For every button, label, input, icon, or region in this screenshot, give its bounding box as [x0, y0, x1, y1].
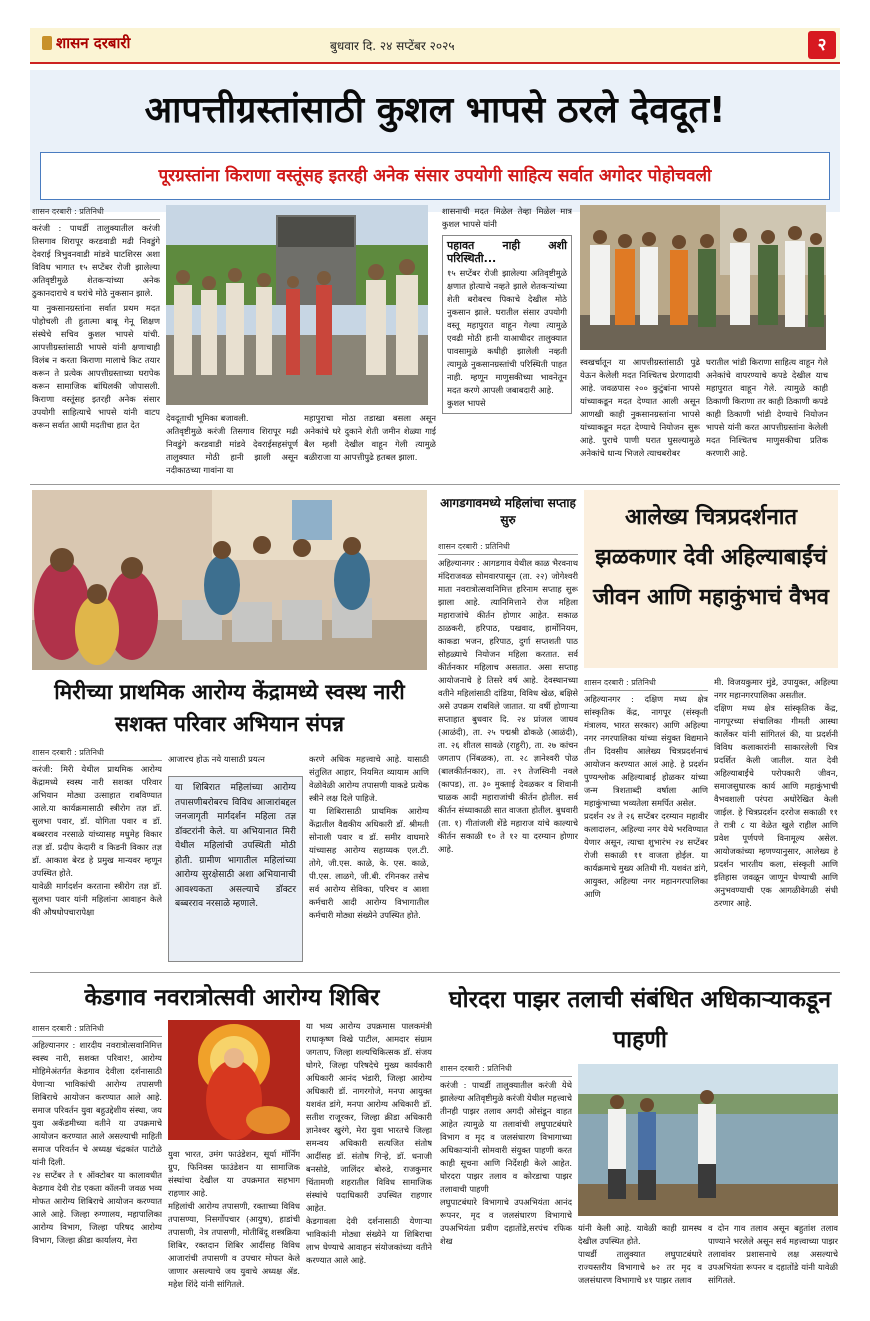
- kedgaon-column-2: [168, 1148, 300, 1304]
- goddess-image: [168, 1020, 300, 1140]
- paragraph: प्रदर्शन २४ ते २६ सप्टेंबर दरम्यान महावीर कलादालन, अहिल्या नगर येथे भरविण्यात येणार असून, त्याचा शुभारंभ २४ सप्टेंबर रोजी सकाळी ११ वाजता होईल. या कार्यक्रमाचे मुख्य अतिथी मी. यशवंत डांगे, आयुक्त, अहिल्या नगर महानगरपालिका आणि: [584, 811, 708, 899]
- ghordara-column-2: [578, 1222, 702, 1304]
- lead-column-2: [166, 412, 298, 474]
- health-camp-highlight-box: या शिबिरात महिलांच्या आरोग्य तपासणीबरोबरच विविध आजारांबद्दल जनजागृती मार्गदर्शन महिला तज्ञ डॉक्टरांनी केले. या अभियानात मिरी येथील महिलांची उपस्थिती मोठी होती. ग्रामीण भागातील महिलांच्या आरोग्य सुरक्षेसाठी अशा अभियानाची आवश्यकता असल्याचे डॉक्टर बब्बरराव नरसाळे म्हणाले.: [168, 776, 303, 962]
- lead-story-header: [30, 70, 840, 212]
- page-number: २: [808, 31, 836, 59]
- lead-column-1: [32, 205, 160, 475]
- byline: शासन दरबारी : प्रतिनिधी: [32, 205, 160, 220]
- paragraph: अहिल्यानगर : आगडगाव येथील काळ भैरवनाथ मंदिराजवळ सोमवारपासून (ता. २२) जोगेश्वरी माता नवरात्रोत्सवानिमित्त हरिनाम सप्ताह सुरू झाला आहे. त्यानिमित्ताने रोज महिला महाराजांचे कीर्तन होणार आहेत. सकाळ ठाळकरी, हरिपाठ, पखवाद, हार्मोनियम, काकडा भजन, हरिपाठ, दुर्गा सप्तशती पाठ सोहळ्याचे नियोजन महिला करतात. सर्व कीर्तनकार महिलाच असतात. असा सप्ताह आयोजनाचे हे तिसरे वर्ष आहे. देवस्थानच्या वतीने महिलांसाठी दांडिया, विविध खेळ, बक्षिसे असे उपक्रम राबविले जातात. या वर्षी होणाऱ्या सप्ताहात बुधवार दि. २४ प्रांजल जाधव (आळंदी), ता. २५ पद्मश्री ढोकळे (आळंदी), ता. २६ शीतल सावळे (राहुरी), ता. २७ कांचन जगताप (निंबळक), ता. २८ ज्ञानेश्वरी पोळ (बालकीर्तनकार), ता. २९ तेजस्विनी नवले (कापड), ता. ३० मुक्ताई देवळकर व शिवानी चाळक आदी महाराजांची कीर्तन होतील. सर्व कीर्तन संध्याकाळी सात वाजता होतील. बुधवारी (ता. १) गीतांजली शेंडे महाराज यांचे काल्याचे कीर्तन सकाळी १० ते १२ या दरम्यान होणार आहे.: [438, 558, 578, 854]
- paragraph: यांनी केली आहे. यावेळी काही ग्रामस्थ देखील उपस्थित होते.: [578, 1223, 702, 1246]
- lead-column-3: [304, 412, 436, 474]
- paragraph: देवदूताची भूमिका बजावली.: [166, 413, 249, 423]
- paragraph: पाथर्डी तालुक्यात लघुपाटबंधारे राज्यस्तरीय विभागाचे ७२ तर मृद व जलसंधारण विभागाचे ४१ पाझर तलाव: [578, 1249, 702, 1285]
- lead-headline: आपत्तीग्रस्तांसाठी कुशल भापसे ठरले देवदूत!: [144, 90, 726, 131]
- ghordara-column-1: [440, 1062, 572, 1304]
- lead-subheadline: पूरग्रस्तांना किराणा वस्तूंसह इतरही अनेक संसार उपयोगी साहित्य सर्वात अगोदर पोहोचवली: [40, 152, 830, 200]
- paragraph: युवा भारत, उमंग फाउंडेशन, सूर्या मॉर्निंग ग्रुप, फिनिक्स फाउंडेशन या सामाजिक संस्थांचा देखील या उपक्रमात सहभाग राहणार आहे.: [168, 1149, 300, 1198]
- paragraph: शासनाची मदत मिळेल तेव्हा मिळेल मात्र कुशल भापसे यांनी: [442, 206, 572, 229]
- paragraph: घरातील भांडी किराणा साहित्य वाहून गेले अनेकांचे वापरण्याचे कपडे देखील याच महापुरात वाहून गेले. त्यामुळे काही ठिकाणी किराणा तर काही ठिकाणी कपडे काही ठिकाणी भांडी देण्याचे नियोजन भापसे यांनी करत आपत्तीग्रस्तांना केलेली मदत निश्चितच माणुसकीचा प्रतिक करणारी आहे.: [706, 357, 828, 458]
- health-camp-column-1: [32, 746, 162, 966]
- paragraph: करणे अधिक महत्त्वाचे आहे. यासाठी संतुलित आहार, नियमित व्यायाम आणि वेळोवेळी आरोग्य तपासणी याकडे प्रत्येक स्त्रीने लक्ष दिले पाहिजे.: [309, 754, 429, 803]
- health-camp-column-2-top: आजारच होऊ नये यासाठी प्रयत्न: [168, 754, 265, 764]
- health-camp-column-3: [309, 753, 429, 965]
- byline: शासन दरबारी : प्रतिनिधी: [32, 1022, 162, 1037]
- byline: शासन दरबारी : प्रतिनिधी: [584, 676, 708, 691]
- paragraph: महापुराचा मोठा तडाखा बसला असून अनेकांचे घरे दुकाने शेती जमीन शेळ्या गाई बैल म्हशी देखील वाहून गेली त्यामुळे बळीराजा या आपत्तीपुढे हतबल झाला.: [304, 413, 436, 462]
- emblem-icon: [42, 36, 52, 50]
- paragraph: व दोन गाव तलाव असून बहुतांश तलाव पाण्याने भरलेले असून सर्व महत्त्वाच्या पाझर तलावांवर प्रशासनाचे लक्ष असल्याचे उपअभियंता रूपनर व दहातोंडे यांनी यावेळी सांगितले.: [708, 1223, 838, 1285]
- paragraph: या नुकसानग्रस्तांना सर्वात प्रथम मदत पोहोचली ती हुतात्मा बाबू गेनू शिक्षण संस्थेचे सचिव कुशल भापसे यांची. आपत्तीग्रस्तांसाठी भापसे यांनी क्षणाचाही विलंब न करता किराणा मालाचे किट तयार करून ते प्रत्येक आपत्तीग्रस्ताच्या घरापेक करून सामाजिक बांधिलकी जोपासली. किराणा वस्तूंसह इतरही अनेक संसार उपयोगी साहित्याचे भापसे यांनी वाटप करून सर्वात आधी मदतीचा हात देत: [32, 303, 160, 430]
- paragraph: अहिल्यानगर : दक्षिण मध्य क्षेत्र सांस्कृतिक केंद्र, नागपूर (संस्कृती मंत्रालय, भारत सरकार) आणि अहिल्या नगर नगरपालिका यांच्या संयुक्त विद्यमाने तीन दिवसीय आलेख्य चित्रप्रदर्शनाचं आयोजन करण्यात आलं आहे. हे प्रदर्शन पुण्यश्लोक अहिल्याबाई होळकर यांच्या जन्म त्रिशताब्दी वर्षाला आणि महाकुंभाच्या भव्यतेला समर्पित असेल.: [584, 694, 708, 808]
- paragraph: दक्षिण मध्य क्षेत्र सांस्कृतिक केंद्र, नागपूरच्या संचालिका गीमती आस्था कार्लेकर यांनी सांगितलं की, या प्रदर्शनी विविध कलाकारांनी साकारलेली चित्र प्रदर्शित केली जातील. यात देवी अहिल्याबाईंचे परोपकारी जीवन, समाजसुधारक कार्य आणि महाकुंभाची वैभवशाली परंपरा अधोरेखित केली जाईल. हे चित्रप्रदर्शन दररोज सकाळी ११ ते रात्री ८ या वेळेत खुले राहील आणि प्रवेश पूर्णपणे विनामूल्य असेल. आयोजकांच्या म्हणण्यानुसार, आलेख्य हे प्रदर्शन भारतीय कला, संस्कृती आणि इतिहास जवळून जाणून घेण्याची आणि अनुभवण्याची एक आगळीवेगळी संधी ठरणार आहे.: [714, 703, 838, 908]
- issue-date: बुधवार दि. २४ सप्टेंबर २०२५: [330, 39, 455, 53]
- paragraph: स्वखर्चातून या आपत्तीग्रस्तांसाठी पुढे येऊन केलेली मदत निश्चितच प्रेरणादायी आहे. जवळपास २०० कुटुंबांना भापसे यांच्याकडून मदत देण्यात आली असून आणखी काही नुकसानग्रस्तांना भापसे यांच्याकडून मदत देण्याचे नियोजन सुरू आहे. पुराचे पाणी घरात घुसल्यामुळे अनेकांचे धान्य भिजले त्याचबरोबर: [580, 357, 700, 458]
- exhibition-column-1: [584, 676, 708, 966]
- lead-column-5: [580, 356, 700, 476]
- exhibition-header: [584, 490, 838, 668]
- lead-column-6: [706, 356, 828, 476]
- volunteers-group-photo: [580, 205, 826, 350]
- newspaper-logo: शासन दरबारी: [38, 33, 130, 53]
- paragraph: लघुपाटबंधारे विभागाचे उपअभियंता आनंद रूपनर, मृद व जलसंधारण विभागाचे उपअभियंता प्रवीण दहातोंडे,सरपंच रफिक शेख: [440, 1197, 572, 1246]
- health-camp-photo: [32, 490, 427, 670]
- quote-title: पहावत नाही अशी परिस्थिती...: [447, 239, 567, 265]
- paragraph: महिलांची आरोग्य तपासणी, रक्ताच्या विविध तपासण्या, निसर्गोपचार (आयुष), हाडांची तपासणी, नेत्र तपासणी, मोतीबिंदू शस्त्रक्रिया शिबिर, रक्तदान शिबिर आदींसह विविध आजारांची तपासणी व उपचार मोफत केले जाणार असल्याचे जय युवाचे अध्यक्ष ॲड. महेश शिंदे यांनी सांगितले.: [168, 1201, 300, 1289]
- paragraph: केडगावला देवी दर्शनासाठी येणाऱ्या भाविकांनी मोठ्या संख्येने या शिबिराचा लाभ घेण्याचे आवाहन संयोजकांच्या वतीने करण्यात आले आहे.: [306, 1216, 432, 1265]
- paragraph: करंजी : पाथर्डी तालुक्यातील करंजी येथे झालेल्या अतिवृष्टीमुळे करंजी येथील महत्त्वाचे तीनही पाझर तलाव अगदी ओसंडून वाहत आहेत त्यामुळे या तलावांची लघुपाटबंधारे विभाग व मृद व जलसंधारण विभागाच्या अधिकाऱ्यांनी सोमवारी संयुक्त पाहणी करत काही सूचना आणि निर्देशही केले आहेत. घोरदरा पाझर तलाव व कोरडाचा पाझर तलावाची पाहणी: [440, 1080, 572, 1194]
- lake-inspection-photo: [578, 1064, 838, 1216]
- exhibition-column-2: [714, 676, 838, 966]
- health-camp-headline: मिरीच्या प्राथमिक आरोग्य केंद्रामध्ये स्वस्थ नारी सशक्त परिवार अभियान संपन्न: [54, 680, 405, 736]
- lead-column-4: [442, 205, 572, 475]
- paragraph: मी. विजयकुमार मुंडे, उपायुक्त, अहिल्या नगर महानगरपालिका असतील.: [714, 677, 838, 700]
- saptah-column: [438, 540, 578, 966]
- quote-signature: कुशल भापसे: [447, 398, 486, 408]
- paragraph: अतिवृष्टीमुळे करंजी तिसगाव शिरापूर मढी निवडुंगे करडवाडी मांडवे देवराईसहसंपूर्ण तालुक्यात मोठी हानी झाली असून नदीकाठच्या गावांना या: [166, 426, 298, 474]
- quote-box: [442, 235, 572, 414]
- exhibition-headline: आलेख्य चित्रप्रदर्शनात झळकणार देवी अहिल्याबाईंचं जीवन आणि महाकुंभाचं वैभव: [592, 505, 830, 610]
- kedgaon-column-3: [306, 1020, 432, 1304]
- divider: [30, 972, 840, 973]
- paragraph: अहिल्यानगर : शारदीय नवरात्रोत्सवानिमित्त स्वस्थ नारी, सशक्त परिवार!, आरोग्य मोहिमेअंतर्गत केडगाव देवीला दर्शनासाठी येणाऱ्या भाविकांची आरोग्य तपासणी शिबिराचे आयोजन करण्यात आले आहे. समाज परिवर्तन युवा बहुउद्देशीय संस्था, जय युवा अकॅडमीच्या वतीने या उपक्रमाचे आयोजन करण्यात आले असल्याची माहिती समाज परिवर्तन चे अध्यक्ष चंद्रकांत पाटोळे यांनी दिली.: [32, 1040, 162, 1167]
- quote-body: १५ सप्टेंबर रोजी झालेल्या अतिवृष्टीमुळे क्षणात होत्याचे नव्हते झाले शेतकऱ्यांच्या शेती बरोबरच पिकाचे देखील मोठे नुकसान झाले. घरातील संसार उपयोगी वस्तू महापुरात वाहून गेल्या त्यामुळे एवढी मोठी हानी याआधीदर तालुक्यात पावसामुळे कधीही झालेली नव्हती त्यामुळे नुकसानग्रस्तांची परिस्थिती पाहत नाही. म्हणून माणुसकीच्या भावनेतून मदत करणे आपली जबाबदारी आहे.: [447, 268, 567, 395]
- paragraph: यावेळी मार्गदर्शन करताना स्त्रीरोग तज्ञ डॉ. सुलभा पवार यांनी महिलांना आवाहन केले की औषधोपचारापेक्षा: [32, 881, 162, 917]
- byline: शासन दरबारी : प्रतिनिधी: [438, 540, 578, 555]
- ghordara-headline: घोरदरा पाझर तलाची संबंधित अधिकाऱ्याकडून पाहणी: [449, 987, 831, 1053]
- kedgaon-column-1: [32, 1022, 162, 1304]
- paragraph: या शिबिरासाठी प्राथमिक आरोग्य केंद्रातील वैद्यकीय अधिकारी डॉ. श्रीमती सोनाली पवार व डॉ. समीर वाघमारे यांच्यासह आरोग्य सहाय्यक एल.टी. तोगे, जी.एस. काळे, के. एस. काळे, पी.एस. लाळगे, जी.बी. रगिनकर तसेच सर्व आरोग्य सेविका, परिचर व आशा कर्मचारी आदी आरोग्य विभागातील कर्मचारी मोठ्या संख्येने उपस्थित होते.: [309, 806, 429, 920]
- paragraph: या भव्य आरोग्य उपक्रमास पालकमंत्री राधाकृष्ण विखे पाटील, आमदार संग्राम जगताप, जिल्हा शल्यचिकित्सक डॉ. संजय घोगरे, जिल्हा परिषदेचे मुख्य कार्यकारी अधिकारी आनंद भंडारी, जिल्हा आरोग्य अधिकारी डॉ. नागरगोजे, मनपा आयुक्त यशवंत डांगे, मनपा आरोग्य अधिकारी डॉ. सतीश राजूरकर, जिल्हा क्रीडा अधिकारी ज्ञानेश्वर खुरंगे, मेरा युवा भारतचे जिल्हा समन्वय अधिकारी सत्यजित संतोष आदींसह डॉ. संतोष गिऱ्हे, डॉ. धनाजी बनसोडे, जालिंदर बोरुडे, राजकुमार चिंतामणी शहरातील विविध सामाजिक संस्थांचे पदाधिकारी उपस्थित राहणार आहेत.: [306, 1021, 432, 1213]
- divider: [30, 484, 840, 485]
- paragraph: करंजी : पाथर्डी तालुक्यातील करंजी तिसगाव शिरापूर करडवाडी मढी निवडुंगे देवराई त्रिभुवनवाडी मांडवे घाटशिरस अशा विविध भागात १५ सप्टेंबर रोजी झालेल्या अतिवृष्टीमुळे शेतकऱ्यांच्या अनेक ठुकानदाराचे व घरांचे मोठे नुकसान झाले.: [32, 223, 160, 298]
- byline: शासन दरबारी : प्रतिनिधी: [440, 1062, 572, 1077]
- saptah-headline: आगडगावमध्ये महिलांचा सप्ताह सुरु: [440, 496, 576, 527]
- relief-distribution-photo: [166, 205, 428, 405]
- paragraph: २४ सप्टेंबर ते १ ऑक्टोबर या कालावधीत केडगाव देवी रोड एकता कॉलनी जवळ भव्य मोफत आरोग्य शिबिराचे आयोजन करण्यात आले आहे. जिल्हा रुग्णालय, महापालिका आरोग्य विभाग, जिल्हा परिषद आरोग्य विभाग, जिल्हा क्रीडा कार्यालय, मेरा: [32, 1170, 162, 1245]
- kedgaon-headline: केडगाव नवरात्रोत्सवी आरोग्य शिबिर: [84, 985, 380, 1011]
- masthead-bar: [30, 28, 840, 64]
- byline: शासन दरबारी : प्रतिनिधी: [32, 746, 162, 761]
- paragraph: करंजी: मिरी येथील प्राथमिक आरोग्य केंद्रामध्ये स्वस्थ नारी सशक्त परिवार अभियान मोठ्या उत्साहात राबविण्यात आले.या कार्यक्रमासाठी स्त्रीरोग तज्ञ डॉ. सुलभा पवार, डॉ. योगिता पवार व डॉ. बब्बरराव नरसाळे यांच्यासह मधुमेह विकार तज्ञ डॉ. प्रदीप केदारी व किडनी विकार तज्ञ डॉ. आकाश बेरड हे प्रमुख मान्यवर म्हणून उपस्थित होते.: [32, 764, 162, 878]
- ghordara-column-3: [708, 1222, 838, 1304]
